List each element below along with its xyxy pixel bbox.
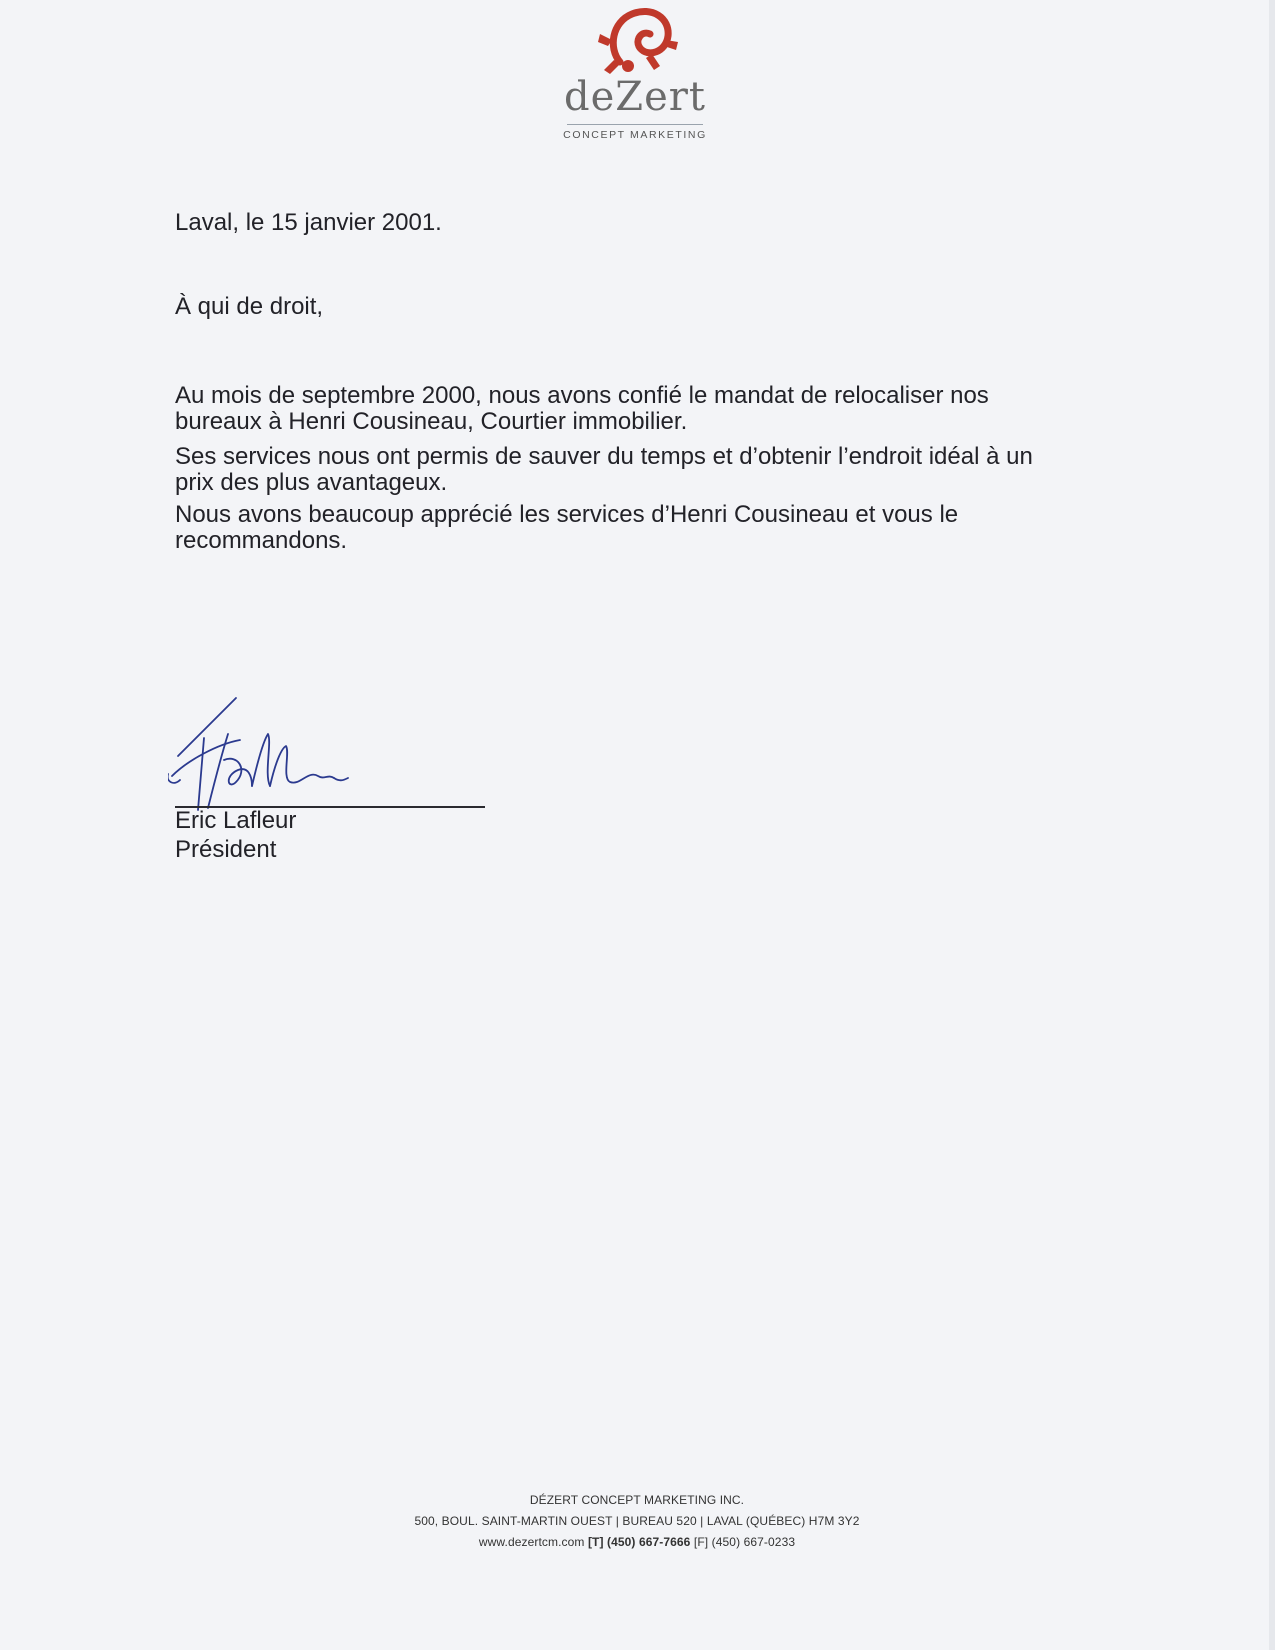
letter-salutation: À qui de droit, xyxy=(175,293,324,320)
handwritten-signature xyxy=(168,690,368,820)
paragraph-line: prix des plus avantageux. xyxy=(175,469,448,496)
letter-paragraph xyxy=(175,502,1095,554)
brand-wordmark: deZert xyxy=(564,74,706,120)
footer-phone-label: [T] xyxy=(587,1535,604,1549)
paragraph-line: recommandons. xyxy=(175,527,348,554)
footer-contact xyxy=(337,1535,937,1549)
signer-title: Président xyxy=(175,836,277,863)
letter-paragraph xyxy=(175,444,1095,496)
letter-paragraph xyxy=(175,383,1095,435)
footer-fax-label: [F] xyxy=(693,1535,709,1549)
footer-phone: (450) 667-7666 xyxy=(607,1535,691,1549)
paragraph-line: Ses services nous ont permis de sauver du temps et d’obtenir l’endroit idéal à un xyxy=(175,443,1033,470)
paragraph-line: Nous avons beaucoup apprécié les services d’Henri Cousineau et vous le xyxy=(175,501,959,528)
brand-tagline: CONCEPT MARKETING xyxy=(563,129,707,141)
paragraph-line: bureaux à Henri Cousineau, Courtier immobilier. xyxy=(175,408,688,435)
page-edge xyxy=(1269,0,1275,1650)
footer-address: 500, BOUL. SAINT-MARTIN OUEST | BUREAU 520 | LAVAL (QUÉBEC) H7M 3Y2 xyxy=(414,1514,860,1528)
letter-date: Laval, le 15 janvier 2001. xyxy=(175,209,442,236)
signer-name: Eric Lafleur xyxy=(175,807,297,834)
footer-company: DÉZERT CONCEPT MARKETING INC. xyxy=(529,1493,745,1507)
paragraph-line: Au mois de septembre 2000, nous avons confié le mandat de relocaliser nos xyxy=(175,382,989,409)
footer-website: www.dezertcm.com xyxy=(478,1535,585,1549)
footer-fax: (450) 667-0233 xyxy=(711,1535,796,1549)
brand-divider xyxy=(567,124,703,125)
